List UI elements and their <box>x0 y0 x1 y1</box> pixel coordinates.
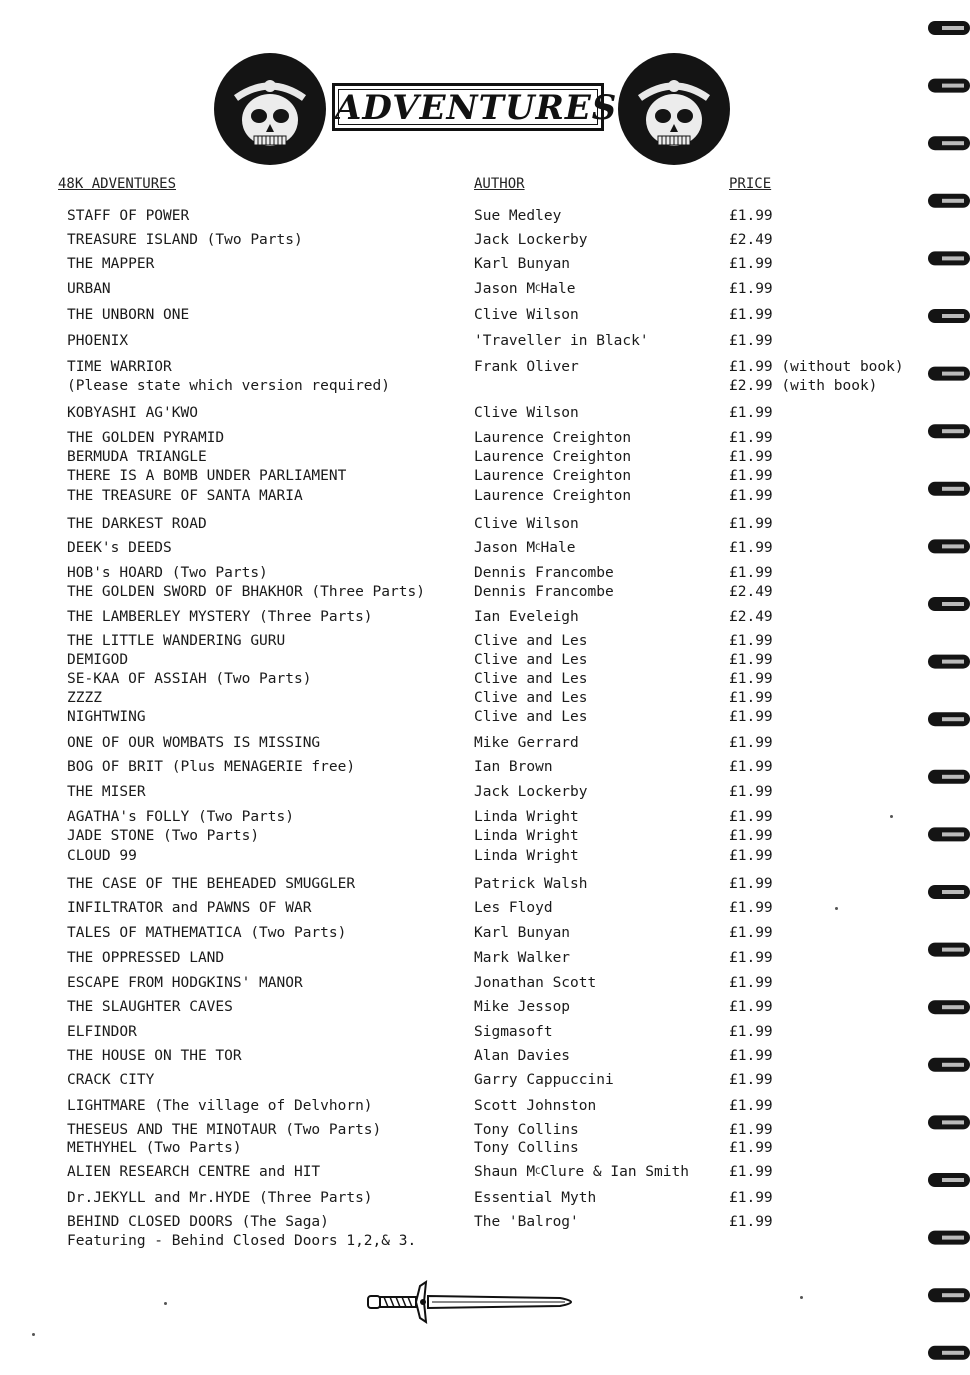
adventure-title <box>67 875 355 894</box>
adventure-title <box>67 255 154 274</box>
price-line: £1.99 <box>729 333 773 349</box>
adventure-author: Karl Bunyan <box>474 925 571 941</box>
adventure-author: Laurence Creighton <box>474 449 632 465</box>
title-line: BEHIND CLOSED DOORS (The Saga) <box>67 1214 329 1230</box>
title-line: STAFF OF POWER <box>67 208 190 224</box>
adventure-price <box>729 758 773 777</box>
price-column-heading: PRICE <box>729 176 772 192</box>
adventure-price <box>729 783 773 802</box>
adventure-author: Frank Oliver <box>474 359 579 375</box>
title-line: Dr.JEKYLL and Mr.HYDE (Three Parts) <box>67 1190 373 1206</box>
adventure-author: The 'Balrog' <box>474 1214 579 1230</box>
adventure-price <box>729 847 773 866</box>
price-line: £1.99 <box>729 671 773 687</box>
skull-left-icon <box>206 50 334 168</box>
spiral-loop <box>928 1231 970 1245</box>
adventure-price <box>729 998 773 1017</box>
author-column-heading: AUTHOR <box>474 176 525 192</box>
adventure-author: Linda Wright <box>474 848 579 864</box>
adventure-price <box>729 808 773 827</box>
spiral-loop <box>928 827 970 841</box>
adventure-price <box>729 207 773 226</box>
title-line: THE HOUSE ON THE TOR <box>67 1048 242 1064</box>
title-line: BERMUDA TRIANGLE <box>67 449 207 465</box>
adventure-title <box>67 487 303 506</box>
adventure-author: 'Traveller in Black' <box>474 333 649 349</box>
adventure-price <box>729 1071 773 1090</box>
adventure-author: Clive Wilson <box>474 307 579 323</box>
price-line: £1.99 <box>729 540 773 556</box>
adventure-title <box>67 1023 137 1042</box>
title-line: LIGHTMARE (The village of Delvhorn) <box>67 1098 373 1114</box>
adventure-price <box>729 949 773 968</box>
adventure-price <box>729 974 773 993</box>
price-line: £1.99 <box>729 256 773 272</box>
spiral-loop <box>928 1000 970 1014</box>
print-speck <box>800 1296 803 1299</box>
title-line: TIME WARRIOR <box>67 359 172 375</box>
adventure-author: Ian Eveleigh <box>474 609 579 625</box>
adventure-price <box>729 1023 773 1042</box>
spiral-loop <box>928 21 970 35</box>
adventure-price <box>729 1189 773 1208</box>
adventure-title <box>67 689 102 708</box>
spiral-loop <box>928 712 970 726</box>
adventure-price <box>729 564 773 583</box>
adventure-price <box>729 231 773 250</box>
title-line: DEMIGOD <box>67 652 129 668</box>
adventure-title <box>67 783 146 802</box>
adventure-price <box>729 1139 773 1158</box>
adventure-title <box>67 358 390 396</box>
title-line: DEEK's DEEDS <box>67 540 172 556</box>
title-line: THE TREASURE OF SANTA MARIA <box>67 488 303 504</box>
spiral-loop <box>928 367 970 381</box>
adventure-price <box>729 358 904 396</box>
price-line: £1.99 <box>729 1164 773 1180</box>
spiral-loop <box>928 251 970 265</box>
adventure-price <box>729 632 773 651</box>
adventure-title <box>67 949 224 968</box>
adventure-author: Sigmasoft <box>474 1024 553 1040</box>
adventure-title <box>67 998 233 1017</box>
adventure-title <box>67 827 259 846</box>
adventure-title <box>67 332 128 351</box>
price-line: £1.99 <box>729 208 773 224</box>
title-line: THE CASE OF THE BEHEADED SMUGGLER <box>67 876 356 892</box>
spiral-loop <box>928 424 970 438</box>
price-line: £1.99 <box>729 876 773 892</box>
price-line: £1.99 <box>729 307 773 323</box>
author-post: Clure & Ian Smith <box>540 1164 689 1180</box>
page-title: ADVENTURES <box>335 88 618 128</box>
spiral-loop <box>928 79 970 93</box>
adventure-price <box>729 539 773 558</box>
adventure-title <box>67 734 320 753</box>
title-line: TREASURE ISLAND (Two Parts) <box>67 232 303 248</box>
adventure-author: Laurence Creighton <box>474 488 632 504</box>
adventure-author: Tony Collins <box>474 1122 579 1138</box>
author-post: Hale <box>540 281 576 297</box>
title-line: THE MAPPER <box>67 256 155 272</box>
adventure-title <box>67 539 172 558</box>
price-line: £1.99 <box>729 1024 773 1040</box>
title-line: ELFINDOR <box>67 1024 137 1040</box>
spiral-loop <box>928 943 970 957</box>
price-line: £1.99 <box>729 405 773 421</box>
price-line: £2.49 <box>729 232 773 248</box>
price-line: £1.99 <box>729 633 773 649</box>
adventure-author: Clive and Les <box>474 709 588 725</box>
title-line: THE LITTLE WANDERING GURU <box>67 633 286 649</box>
adventure-title <box>67 1097 373 1116</box>
adventure-price <box>729 608 773 627</box>
title-banner <box>332 83 618 131</box>
spiral-loop <box>928 1173 970 1187</box>
title-note: Featuring - Behind Closed Doors 1,2,& 3. <box>67 1233 417 1249</box>
adventure-title <box>67 280 111 299</box>
adventure-author: Scott Johnston <box>474 1098 597 1114</box>
adventure-author: Laurence Creighton <box>474 468 632 484</box>
price-line: £1.99 <box>729 925 773 941</box>
adventure-author: Sue Medley <box>474 208 562 224</box>
price-line: £2.49 <box>729 609 773 625</box>
title-line: THE GOLDEN PYRAMID <box>67 430 225 446</box>
price-line: £1.99 <box>729 1214 773 1230</box>
title-line: ESCAPE FROM HODGKINS' MANOR <box>67 975 303 991</box>
title-line: METHYHEL (Two Parts) <box>67 1140 242 1156</box>
adventure-title <box>67 924 346 943</box>
adventure-price <box>729 255 773 274</box>
title-line: HOB's HOARD (Two Parts) <box>67 565 268 581</box>
spiral-loop <box>928 309 970 323</box>
adventure-title <box>67 1213 416 1251</box>
adventure-title <box>67 467 346 486</box>
adventure-title <box>67 1139 242 1158</box>
adventure-price <box>729 708 773 727</box>
adventure-author: Laurence Creighton <box>474 430 632 446</box>
price-line: £1.99 <box>729 1048 773 1064</box>
adventure-author: Karl Bunyan <box>474 256 571 272</box>
title-line: SE-KAA OF ASSIAH (Two Parts) <box>67 671 312 687</box>
price-line: £1.99 <box>729 690 773 706</box>
title-line: CRACK CITY <box>67 1072 155 1088</box>
title-note: (Please state which version required) <box>67 378 391 394</box>
adventure-price <box>729 734 773 753</box>
adventure-author: Les Floyd <box>474 900 553 916</box>
price-line: £1.99 <box>729 735 773 751</box>
price-line: £1.99 <box>729 281 773 297</box>
adventure-title <box>67 899 311 918</box>
adventure-author: Mark Walker <box>474 950 571 966</box>
adventure-price <box>729 306 773 325</box>
price-line: £1.99 <box>729 468 773 484</box>
adventure-price <box>729 689 773 708</box>
adventure-price <box>729 827 773 846</box>
price-line: £1.99 <box>729 1098 773 1114</box>
author-pre: Jason M <box>474 540 536 556</box>
spiral-loop <box>928 1115 970 1129</box>
adventure-price <box>729 1097 773 1116</box>
author-sup: C <box>535 1167 541 1177</box>
price-line: £1.99 <box>729 1190 773 1206</box>
adventure-title <box>67 974 303 993</box>
adventure-title <box>67 847 137 866</box>
title-line: THE SLAUGHTER CAVES <box>67 999 233 1015</box>
adventure-author: Linda Wright <box>474 809 579 825</box>
spiral-loop <box>928 194 970 208</box>
adventure-author: Clive and Les <box>474 690 588 706</box>
price-line: £1.99 <box>729 759 773 775</box>
adventure-price <box>729 924 773 943</box>
print-speck <box>890 815 893 818</box>
adventure-author: Clive Wilson <box>474 405 579 421</box>
title-line: NIGHTWING <box>67 709 146 725</box>
adventure-author: Clive Wilson <box>474 516 579 532</box>
sword-icon <box>360 1276 590 1326</box>
title-line: TALES OF MATHEMATICA (Two Parts) <box>67 925 347 941</box>
print-speck <box>164 1302 167 1305</box>
price-line: £1.99 <box>729 516 773 532</box>
adventure-author: Mike Gerrard <box>474 735 579 751</box>
adventure-price <box>729 875 773 894</box>
print-speck <box>32 1333 35 1336</box>
price-line: £1.99 <box>729 488 773 504</box>
author-pre: Shaun M <box>474 1164 536 1180</box>
adventure-author: Linda Wright <box>474 828 579 844</box>
adventure-title <box>67 1189 373 1208</box>
price-line: £1.99 <box>729 430 773 446</box>
price-line: £1.99 <box>729 1122 773 1138</box>
adventure-price <box>729 1121 773 1140</box>
price-line: £1.99 <box>729 1140 773 1156</box>
adventure-author <box>474 280 575 299</box>
adventure-title <box>67 651 128 670</box>
title-line: THE OPPRESSED LAND <box>67 950 225 966</box>
adventure-author: Mike Jessop <box>474 999 571 1015</box>
adventure-title <box>67 231 303 250</box>
adventure-author: Garry Cappuccini <box>474 1072 614 1088</box>
spiral-loop <box>928 1058 970 1072</box>
adventure-author: Jack Lockerby <box>474 232 588 248</box>
price-line: £1.99 <box>729 828 773 844</box>
price-line: £1.99 <box>729 999 773 1015</box>
adventure-price <box>729 1047 773 1066</box>
adventure-title <box>67 608 373 627</box>
adventure-price <box>729 670 773 689</box>
price-line: £1.99 (without book) <box>729 359 904 375</box>
adventure-price <box>729 899 773 918</box>
title-line: JADE STONE (Two Parts) <box>67 828 260 844</box>
adventure-price <box>729 487 773 506</box>
adventure-author <box>474 1163 689 1182</box>
adventure-price <box>729 515 773 534</box>
spiral-loop <box>928 1288 970 1302</box>
adventure-price <box>729 651 773 670</box>
price-line: £1.99 <box>729 848 773 864</box>
title-line: THE MISER <box>67 784 146 800</box>
spiral-loop <box>928 597 970 611</box>
title-line: BOG OF BRIT (Plus MENAGERIE free) <box>67 759 356 775</box>
adventure-title <box>67 207 189 226</box>
adventure-price <box>729 1213 773 1232</box>
adventure-title <box>67 632 285 651</box>
spiral-loop <box>928 1346 970 1360</box>
adventure-title <box>67 583 425 602</box>
title-line: THE UNBORN ONE <box>67 307 190 323</box>
price-line: £1.99 <box>729 900 773 916</box>
adventure-author: Dennis Francombe <box>474 565 614 581</box>
adventure-title <box>67 1071 154 1090</box>
adventure-title <box>67 1047 242 1066</box>
title-line: CLOUD 99 <box>67 848 137 864</box>
spiral-loop <box>928 770 970 784</box>
title-line: URBAN <box>67 281 111 297</box>
price-line: £2.49 <box>729 584 773 600</box>
adventure-title <box>67 564 268 583</box>
adventure-author: Clive and Les <box>474 671 588 687</box>
adventure-author: Ian Brown <box>474 759 553 775</box>
author-pre: Jason M <box>474 281 536 297</box>
adventure-author: Dennis Francombe <box>474 584 614 600</box>
title-line: AGATHA's FOLLY (Two Parts) <box>67 809 294 825</box>
adventure-author: Jonathan Scott <box>474 975 597 991</box>
adventure-title <box>67 1121 381 1140</box>
adventure-title <box>67 758 355 777</box>
adventure-author: Alan Davies <box>474 1048 571 1064</box>
adventure-author: Clive and Les <box>474 652 588 668</box>
title-line: THESEUS AND THE MINOTAUR (Two Parts) <box>67 1122 382 1138</box>
section-heading: 48K ADVENTURES <box>58 176 177 192</box>
title-line: THE GOLDEN SWORD OF BHAKHOR (Three Parts) <box>67 584 425 600</box>
adventure-price <box>729 332 773 351</box>
print-speck <box>835 907 838 910</box>
title-line: KOBYASHI AG'KWO <box>67 405 198 421</box>
title-line: INFILTRATOR and PAWNS OF WAR <box>67 900 312 916</box>
spiral-loop <box>928 482 970 496</box>
author-sup: C <box>535 543 541 553</box>
adventure-price <box>729 583 773 602</box>
price-line: £1.99 <box>729 950 773 966</box>
author-sup: C <box>535 284 541 294</box>
price-line: £1.99 <box>729 1072 773 1088</box>
adventure-author: Clive and Les <box>474 633 588 649</box>
price-line: £1.99 <box>729 652 773 668</box>
adventure-title <box>67 429 224 448</box>
price-line: £1.99 <box>729 809 773 825</box>
page-header <box>0 0 970 175</box>
adventure-price <box>729 280 773 299</box>
adventure-title <box>67 808 294 827</box>
adventure-price <box>729 429 773 448</box>
spiral-loop <box>928 885 970 899</box>
title-line: THE DARKEST ROAD <box>67 516 207 532</box>
price-line: £1.99 <box>729 565 773 581</box>
price-line: £1.99 <box>729 784 773 800</box>
author-post: Hale <box>540 540 576 556</box>
adventure-title <box>67 708 146 727</box>
adventure-title <box>67 515 207 534</box>
adventure-price <box>729 404 773 423</box>
adventure-title <box>67 1163 320 1182</box>
spiral-loop <box>928 136 970 150</box>
adventure-author: Jack Lockerby <box>474 784 588 800</box>
title-line: THE LAMBERLEY MYSTERY (Three Parts) <box>67 609 373 625</box>
price-line-2: £2.99 (with book) <box>729 378 878 394</box>
title-line: PHOENIX <box>67 333 129 349</box>
adventure-author: Tony Collins <box>474 1140 579 1156</box>
price-line: £1.99 <box>729 975 773 991</box>
title-line: ZZZZ <box>67 690 102 706</box>
price-line: £1.99 <box>729 709 773 725</box>
spiral-binding <box>922 0 970 1375</box>
adventure-price <box>729 448 773 467</box>
title-line: ONE OF OUR WOMBATS IS MISSING <box>67 735 321 751</box>
spiral-loop <box>928 655 970 669</box>
adventure-author: Essential Myth <box>474 1190 597 1206</box>
adventure-author: Patrick Walsh <box>474 876 588 892</box>
adventure-title <box>67 404 198 423</box>
title-line: THERE IS A BOMB UNDER PARLIAMENT <box>67 468 347 484</box>
adventure-title <box>67 306 189 325</box>
title-line: ALIEN RESEARCH CENTRE and HIT <box>67 1164 321 1180</box>
adventure-title <box>67 448 207 467</box>
adventure-author <box>474 539 575 558</box>
adventure-title <box>67 670 311 689</box>
spiral-loop <box>928 539 970 553</box>
price-line: £1.99 <box>729 449 773 465</box>
skull-right-icon <box>610 50 738 168</box>
adventure-price <box>729 467 773 486</box>
adventure-price <box>729 1163 773 1182</box>
